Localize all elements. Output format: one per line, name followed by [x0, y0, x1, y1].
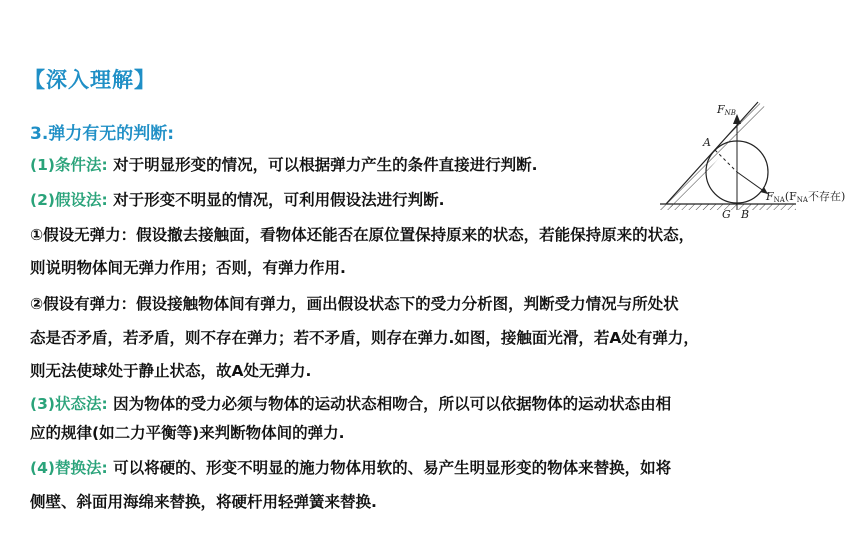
assume-yes-line-2: 态是否矛盾，若矛盾，则不存在弹力；若不矛盾，则存在弹力.如图，接触面光滑，若A处有弹力， [30, 329, 699, 347]
assume-yes-line-1: ②假设有弹力：假设接触物体间有弹力，画出假设状态下的受力分析图，判断受力情况与所处状 [30, 295, 679, 313]
label-fnb: FNB [717, 103, 736, 117]
subtitle: 3.弹力有无的判断: [30, 124, 175, 144]
label-b: B [741, 208, 750, 221]
assume-no-line-1: ①假设无弹力：假设撤去接触面，看物体还能否在原位置保持原来的状态，若能保持原来的状态， [30, 226, 695, 244]
replace-method-line-2: 侧壁、斜面用海绵来替换，将硬杆用轻弹簧来替换. [30, 493, 377, 511]
assume-no-line-2: 则说明物体间无弹力作用；否则，有弹力作用. [30, 259, 346, 277]
method-tag: (4)替换法: [30, 459, 108, 477]
replace-method-line-1 [30, 452, 671, 485]
label-g: G [722, 208, 731, 221]
method-tag: (2)假设法: [30, 191, 108, 209]
assume-yes-line-3: 则无法使球处于静止状态，故A处无弹力. [30, 362, 312, 380]
method-tag: (3)状态法: [30, 395, 108, 413]
incline-hatching [666, 102, 765, 209]
method-tag: (1)条件法: [30, 156, 108, 174]
method-text: 对于形变不明显的情况，可利用假设法进行判断. [113, 191, 445, 209]
label-fna: FNA(FNA不存在) [766, 190, 846, 204]
force-diagram [654, 96, 860, 226]
method-condition [30, 149, 537, 182]
method-text: 可以将硬的、形变不明显的施力物体用软的、易产生明显形变的物体来替换，如将 [113, 459, 672, 477]
section-title: 【深入理解】 [24, 68, 156, 92]
label-a: A [703, 136, 711, 149]
method-text: 对于明显形变的情况，可以根据弹力产生的条件直接进行判断. [113, 156, 538, 174]
state-method-line-2: 应的规律(如二力平衡等)来判断物体间的弹力. [30, 424, 345, 442]
method-text: 因为物体的受力必须与物体的运动状态相吻合，所以可以依据物体的运动状态由相 [113, 395, 672, 413]
method-assumption [30, 184, 444, 217]
